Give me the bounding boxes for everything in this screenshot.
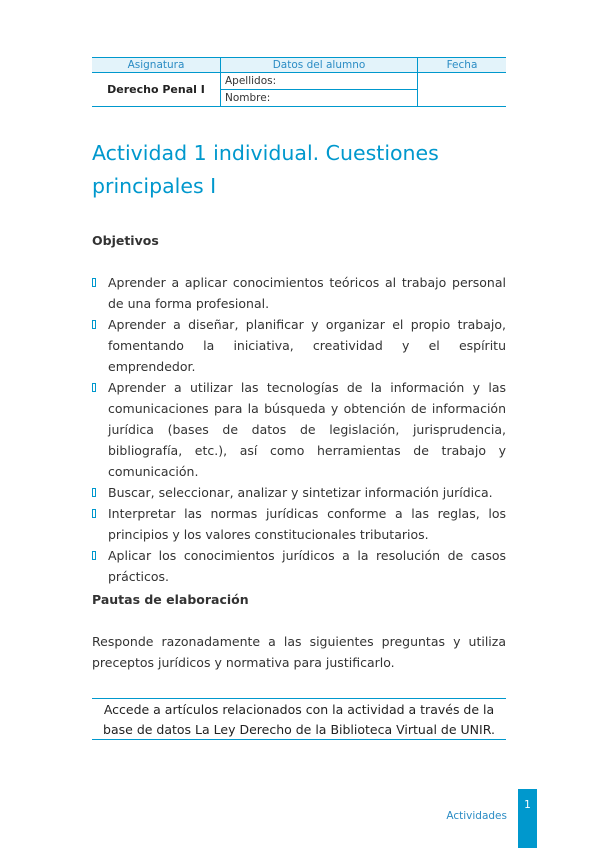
- bullet-icon: [92, 509, 96, 518]
- list-item: [92, 482, 506, 503]
- date-field: [418, 73, 507, 107]
- col-date-header: Fecha: [418, 58, 507, 73]
- list-item: [92, 377, 506, 482]
- student-header-table: [92, 57, 506, 107]
- col-subject-header: Asignatura: [92, 58, 221, 73]
- list-item-text: Interpretar las normas jurídicas conforme a las reglas, los principios y los valores constitucionales tributarios.: [108, 506, 506, 542]
- footer-section-label: Actividades: [446, 810, 507, 822]
- list-item: [92, 314, 506, 377]
- list-item: [92, 545, 506, 587]
- surname-row: [92, 73, 506, 90]
- list-item-text: Aprender a aplicar conocimientos teóricos al trabajo personal de una forma profesional.: [108, 275, 506, 311]
- objectives-list: [92, 272, 506, 587]
- col-student-header: Datos del alumno: [221, 58, 418, 73]
- library-note: Accede a artículos relacionados con la actividad a través de la base de datos La Ley Derecho de la Biblioteca Virtual de UNIR.: [92, 698, 506, 740]
- list-item: [92, 503, 506, 545]
- bullet-icon: [92, 278, 96, 287]
- bullet-icon: [92, 551, 96, 560]
- list-item-text: Aprender a diseñar, planificar y organizar el propio trabajo, fomentando la iniciativa, creatividad y el espíritu emprendedor.: [108, 317, 506, 374]
- name-field: Nombre:: [221, 90, 418, 107]
- guidelines-heading: Pautas de elaboración: [92, 592, 249, 607]
- list-item-text: Buscar, seleccionar, analizar y sintetizar información jurídica.: [108, 485, 493, 500]
- list-item: [92, 272, 506, 314]
- page-number: 1: [524, 799, 531, 811]
- surname-field: Apellidos:: [221, 73, 418, 90]
- bullet-icon: [92, 320, 96, 329]
- guidelines-text: Responde razonadamente a las siguientes preguntas y utiliza preceptos jurídicos y normativa para justificarlo.: [92, 634, 506, 670]
- objectives-heading: Objetivos: [92, 233, 159, 248]
- list-item-text: Aplicar los conocimientos jurídicos a la resolución de casos prácticos.: [108, 548, 506, 584]
- page-number-tab: [518, 789, 537, 848]
- page-title: Actividad 1 individual. Cuestiones principales I: [92, 141, 439, 198]
- subject-name: Derecho Penal I: [92, 73, 221, 107]
- bullet-icon: [92, 383, 96, 392]
- header-row: [92, 58, 506, 73]
- list-item-text: Aprender a utilizar las tecnologías de la información y las comunicaciones para la búsqueda y obtención de información jurídica (bases de datos de legislación, jurisprudencia, bibliografía, etc.), así como herramientas de trabajo y comunicación.: [108, 380, 506, 479]
- bullet-icon: [92, 488, 96, 497]
